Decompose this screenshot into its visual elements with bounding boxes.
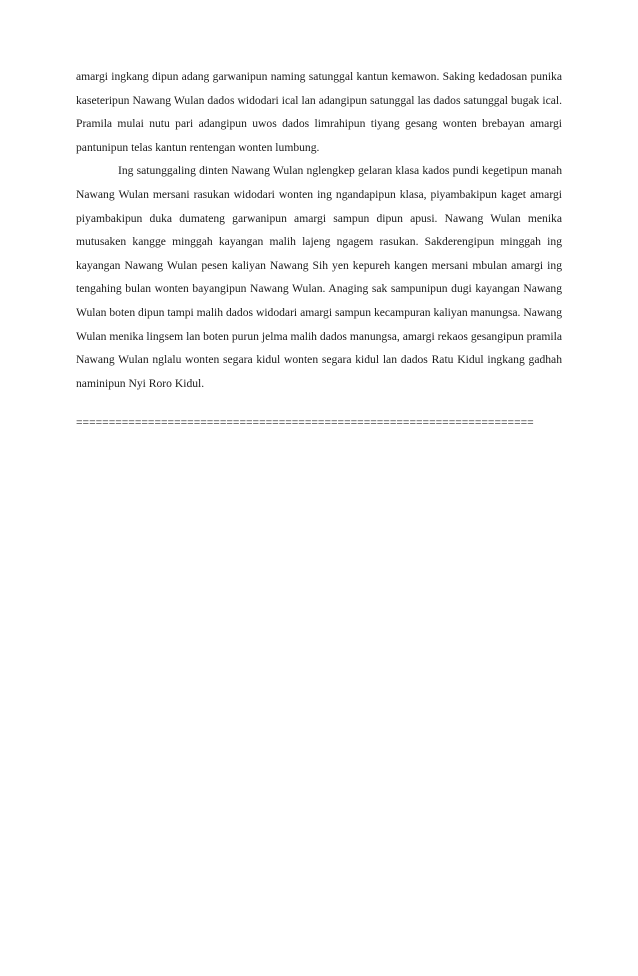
paragraph-continuation: amargi ingkang dipun adang garwanipun naming satunggal kantun kemawon. Saking kedadosan punika kaseteripun Nawang Wulan dados widodari ical lan adangipun satunggal las dados satunggal bugak ical. Pramila mulai nutu pari adangipun uwos dados limrahipun tiyang gesang wonten brebayan amargi pantunipun telas kantun rentengan wonten lumbung. xyxy=(76,70,562,154)
paragraph-nawang-wulan: Ing satunggaling dinten Nawang Wulan nglengkep gelaran klasa kados pundi kegetipun manah Nawang Wulan mersani rasukan widodari wonten ing ngandapipun klasa, piyambakipun kaget amargi piyambakipun duka dumateng garwanipun amargi sampun dipun apusi. Nawang Wulan menika mutusaken kangge minggah kayangan malih lajeng ngagem rasukan. Sakderengipun minggah ing kayangan Nawang Wulan pesen kaliyan Nawang Sih yen kepureh kangen mersani mbulan amargi ing tengahing bulan wonten bayangipun Nawang Wulan. Anaging sak sampunipun dugi kayangan Nawang Wulan boten dipun tampi malih dados widodari amargi sampun kecampuran kaliyan manungsa. Nawang Wulan menika lingsem lan boten purun jelma malih dados manungsa, amargi rekaos gesangipun pramila Nawang Wulan nglalu wonten segara kidul wonten segara kidul lan dados Ratu Kidul ingkang gadhah naminipun Nyi Roro Kidul. xyxy=(76,164,562,390)
section-separator: ====================================================================== xyxy=(76,416,534,429)
body-text xyxy=(76,65,562,395)
